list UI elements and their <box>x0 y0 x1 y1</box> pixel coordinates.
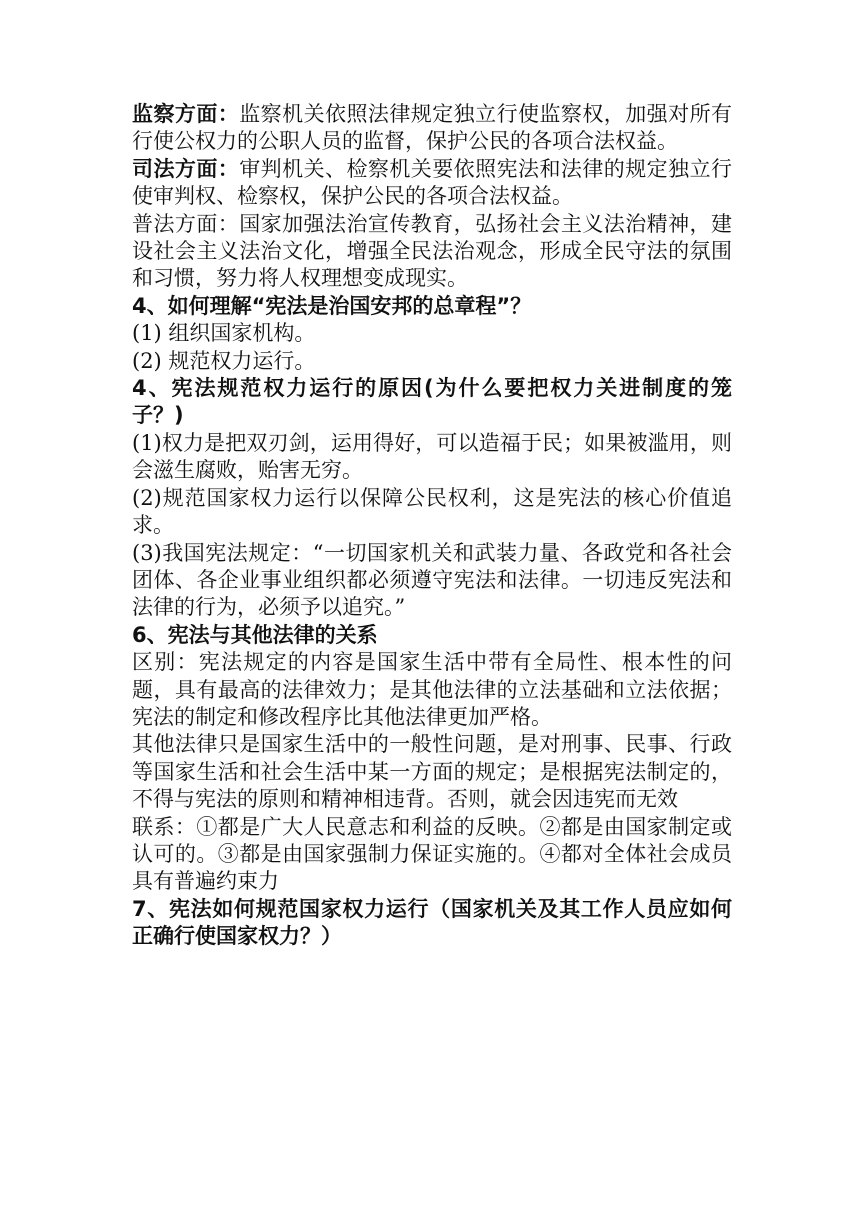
document-page <box>132 101 732 951</box>
list-item: (2) 规范权力运行。 <box>132 348 316 373</box>
paragraph-legal-education <box>132 211 732 293</box>
list-item: (2)规范国家权力运行以保障公民权利，这是宪法的核心价值追求。 <box>132 485 732 538</box>
heading-section-6: 6、宪法与其他法律的关系 <box>132 622 378 647</box>
text-judicial: 审判机关、检察机关要依照宪法和法律的规定独立行使审判权、检察权，保护公民的各项合法权益。 <box>132 156 733 209</box>
label-judicial: 司法方面： <box>132 156 240 181</box>
list-item: 其他法律只是国家生活中的一般性问题，是对刑事、民事、行政等国家生活和社会生活中某一方面的规定；是根据宪法制定的，不得与宪法的原则和精神相违背。否则，就会因违宪而无效 <box>132 732 732 812</box>
heading-section-7: 7、宪法如何规范国家权力运行（国家机关及其工作人员应如何正确行使国家权力？） <box>132 896 732 949</box>
text-supervision: 监察机关依照法律规定独立行使监察权，加强对所有行使公权力的公职人员的监督，保护公民的各项合法权益。 <box>132 102 733 154</box>
list-item: 区别：宪法规定的内容是国家生活中带有全局性、根本性的问题，具有最高的法律效力；是其他法律的立法基础和立法依据；宪法的制定和修改程序比其他法律更加严格。 <box>132 650 732 729</box>
list-item: (1)权力是把双刃剑，运用得好，可以造福于民；如果被滥用，则会滋生腐败，贻害无穷。 <box>132 430 732 483</box>
paragraph-supervision <box>132 101 732 156</box>
list-item: (1) 组织国家机构。 <box>132 321 316 346</box>
heading-section-4a: 4、如何理解“宪法是治国安邦的总章程”？ <box>132 293 532 318</box>
label-supervision: 监察方面： <box>132 102 240 126</box>
text-legal-education: 普法方面：国家加强法治宣传教育，弘扬社会主义法治精神，建设社会主义法治文化，增强全民法治观念，形成全民守法的氛围和习惯，努力将人权理想变成现实。 <box>132 211 732 291</box>
paragraph-judicial <box>132 156 732 211</box>
list-item: (3)我国宪法规定：“一切国家机关和武装力量、各政党和各社会团体、各企业事业组织都必须遵守宪法和法律。一切违反宪法和法律的行为，必须予以追究。” <box>132 540 732 620</box>
heading-section-4b: 4、宪法规范权力运行的原因(为什么要把权力关进制度的笼子？) <box>132 376 732 428</box>
list-item: 联系：①都是广大人民意志和利益的反映。②都是由国家制定或认可的。③都是由国家强制力保证实施的。④都对全体社会成员具有普遍约束力 <box>132 814 732 894</box>
